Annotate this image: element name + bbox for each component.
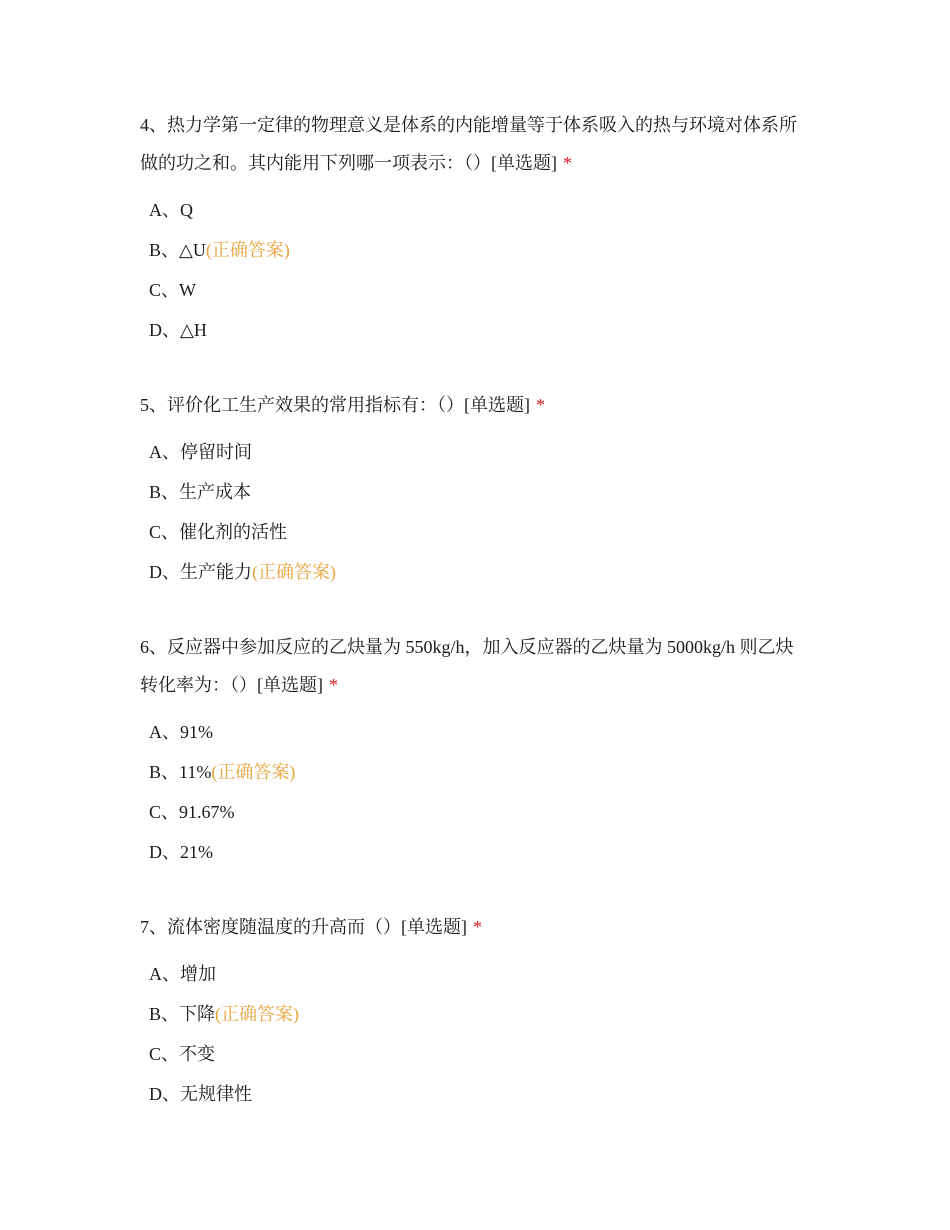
question-text-content: 7、流体密度随温度的升高而（）[单选题]: [140, 917, 467, 937]
option-a[interactable]: [140, 190, 810, 230]
option-label: C、W: [149, 280, 196, 300]
option-c[interactable]: [140, 792, 810, 832]
option-label: C、催化剂的活性: [149, 522, 288, 542]
option-label: B、下降: [149, 1004, 216, 1024]
option-list: [140, 190, 810, 350]
option-d[interactable]: [140, 832, 810, 872]
option-label: A、Q: [149, 200, 193, 220]
option-list: [140, 954, 810, 1114]
question-block: [140, 106, 810, 350]
option-c[interactable]: [140, 1034, 810, 1074]
correct-answer-tag: (正确答案): [205, 240, 290, 260]
question-text: [140, 106, 810, 182]
option-label: D、生产能力: [149, 562, 252, 582]
option-label: D、21%: [149, 842, 213, 862]
option-a[interactable]: [140, 432, 810, 472]
option-d[interactable]: [140, 310, 810, 350]
option-label: D、无规律性: [149, 1084, 252, 1104]
question-text: [140, 386, 810, 424]
option-label: B、生产成本: [149, 482, 252, 502]
required-mark: *: [563, 153, 572, 173]
option-b[interactable]: [140, 230, 810, 270]
question-text-content: 6、反应器中参加反应的乙炔量为 550kg/h，加入反应器的乙炔量为 5000kg/h 则乙炔转化率为：（）[单选题]: [140, 637, 794, 695]
option-label: D、△H: [149, 320, 207, 340]
correct-answer-tag: (正确答案): [252, 562, 336, 582]
question-text-content: 4、热力学第一定律的物理意义是体系的内能增量等于体系吸入的热与环境对体系所做的功之和。其内能用下列哪一项表示：（）[单选题]: [140, 115, 797, 173]
question-block: [140, 908, 810, 1114]
option-a[interactable]: [140, 712, 810, 752]
option-list: [140, 712, 810, 872]
option-label: A、增加: [149, 964, 216, 984]
option-label: A、停留时间: [149, 442, 252, 462]
question-block: [140, 628, 810, 872]
option-c[interactable]: [140, 270, 810, 310]
required-mark: *: [536, 395, 545, 415]
option-b[interactable]: [140, 994, 810, 1034]
option-label: C、不变: [149, 1044, 216, 1064]
question-text: [140, 628, 810, 704]
option-d[interactable]: [140, 552, 810, 592]
option-b[interactable]: [140, 472, 810, 512]
option-label: C、91.67%: [149, 802, 235, 822]
option-list: [140, 432, 810, 592]
option-label: B、11%: [149, 762, 212, 782]
option-b[interactable]: [140, 752, 810, 792]
question-text: [140, 908, 810, 946]
correct-answer-tag: (正确答案): [211, 762, 296, 782]
question-block: [140, 386, 810, 592]
option-label: A、91%: [149, 722, 213, 742]
required-mark: *: [329, 675, 338, 695]
correct-answer-tag: (正确答案): [215, 1004, 300, 1024]
option-label: B、△U: [149, 240, 206, 260]
question-text-content: 5、评价化工生产效果的常用指标有：（）[单选题]: [140, 395, 530, 415]
option-a[interactable]: [140, 954, 810, 994]
required-mark: *: [473, 917, 482, 937]
option-d[interactable]: [140, 1074, 810, 1114]
option-c[interactable]: [140, 512, 810, 552]
